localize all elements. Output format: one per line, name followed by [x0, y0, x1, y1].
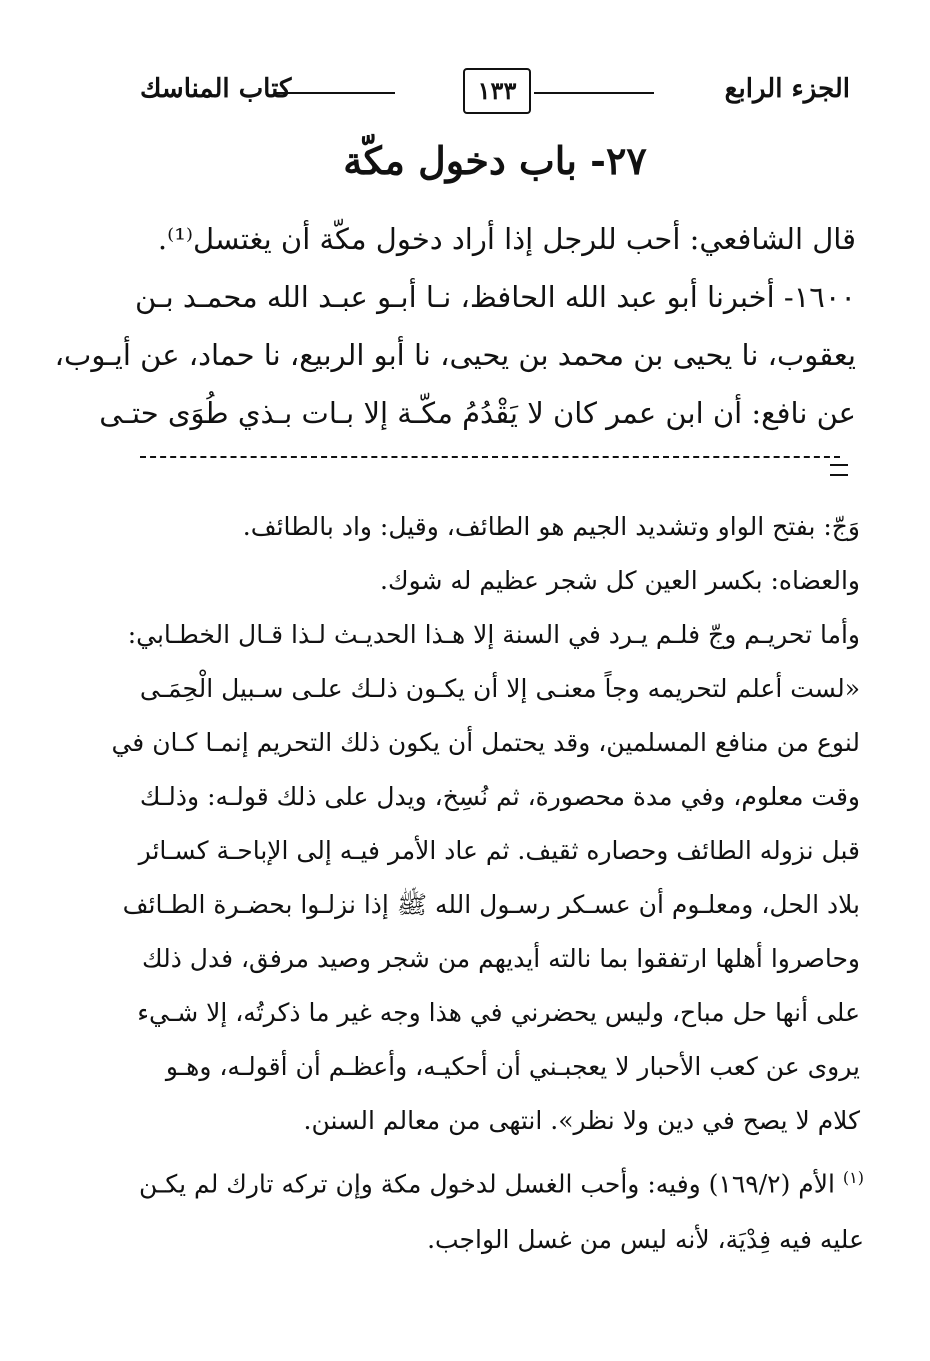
running-header [140, 68, 850, 118]
commentary-line: لنوع من منافع المسلمين، وقد يحتمل أن يكون ذلك التحريم إنمـا كـان في [111, 728, 860, 757]
commentary-line: والعضاه: بكسر العين كل شجر عظيم له شوك. [380, 566, 860, 595]
main-text-line: قال الشافعي: أحب للرجل إذا أراد دخول مكّة أن يغتسل⁽¹⁾. [157, 222, 856, 256]
commentary-line: وقت معلوم، وفي مدة محصورة، ثم نُسِخ، ويدل على ذلك قولـه: وذلـك [139, 782, 860, 811]
separator-dashed-line [140, 456, 840, 458]
commentary [111, 500, 860, 1148]
commentary-line: كلام لا يصح في دين ولا نظر». انتهى من معالم السنن. [303, 1106, 860, 1135]
commentary-line: قبل نزوله الطائف وحصاره ثقيف. ثم عاد الأمر فيـه إلى الإباحـة كسـائر [138, 836, 860, 865]
separator-equals-mark [830, 464, 848, 476]
commentary-line: وَجّ: بفتح الواو وتشديد الجيم هو الطائف، وقيل: واد بالطائف. [242, 512, 860, 541]
main-text-line: يعقوب، نا يحيى بن محمد بن يحيى، نا أبو الربيع، نا حماد، عن أيـوب، [54, 338, 856, 372]
section-separator [140, 456, 856, 486]
commentary-line: يروى عن كعب الأحبار لا يعجبـني أن أحكيـه، وأعظـم أن أقولـه، وهـو [165, 1052, 860, 1081]
footnote-text: الأم (١٦٩/٢) وفيه: وأحب الغسل لدخول مكة وإن تركه تارك لم يكـن [138, 1169, 835, 1199]
commentary-line: على أنها حل مباح، وليس يحضرني في هذا وجه غير ما ذكرتُه، إلا شـيء [137, 998, 860, 1027]
commentary-line: بلاد الحل، ومعلـوم أن عسـكر رسـول الله ﷺ إذا نزلـوا بحضـرة الطـائف [122, 890, 860, 919]
page-number: ١٣٣ [463, 68, 531, 114]
header-rule-right [534, 92, 654, 94]
commentary-line: «لست أعلم لتحريمه وجاً معنـى إلا أن يكـون ذلـك علـى سـبيل الْحِمَـى [139, 674, 860, 703]
main-text-line: عن نافع: أن ابن عمر كان لا يَقْدُمُ مكّـة إلا بـات بـذي طُوَى حتـى [99, 396, 856, 430]
footnote [140, 1150, 864, 1268]
footnote-line [140, 1150, 864, 1212]
header-book: كتاب المناسك [140, 74, 292, 104]
footnote-line: عليه فيه فِدْيَة، لأنه ليس من غسل الواجب. [427, 1225, 864, 1255]
header-volume: الجزء الرابع [724, 74, 850, 104]
header-rule-left [275, 92, 395, 94]
chapter-title: ٢٧- باب دخول مكّة [343, 138, 647, 183]
main-text-line: ١٦٠٠- أخبرنا أبو عبد الله الحافظ، نـا أبـو عبـد الله محمـد بـن [135, 280, 856, 314]
commentary-line: وأما تحريـم وجّ فلـم يـرد في السنة إلا هـذا الحديـث لـذا قـال الخطـابي: [127, 620, 860, 649]
footnote-marker: (١) [842, 1168, 864, 1187]
main-text [54, 210, 856, 442]
commentary-line: وحاصروا أهلها ارتفقوا بما نالته أيديهم من شجر وصيد مرفق، فدل ذلك [142, 944, 860, 973]
